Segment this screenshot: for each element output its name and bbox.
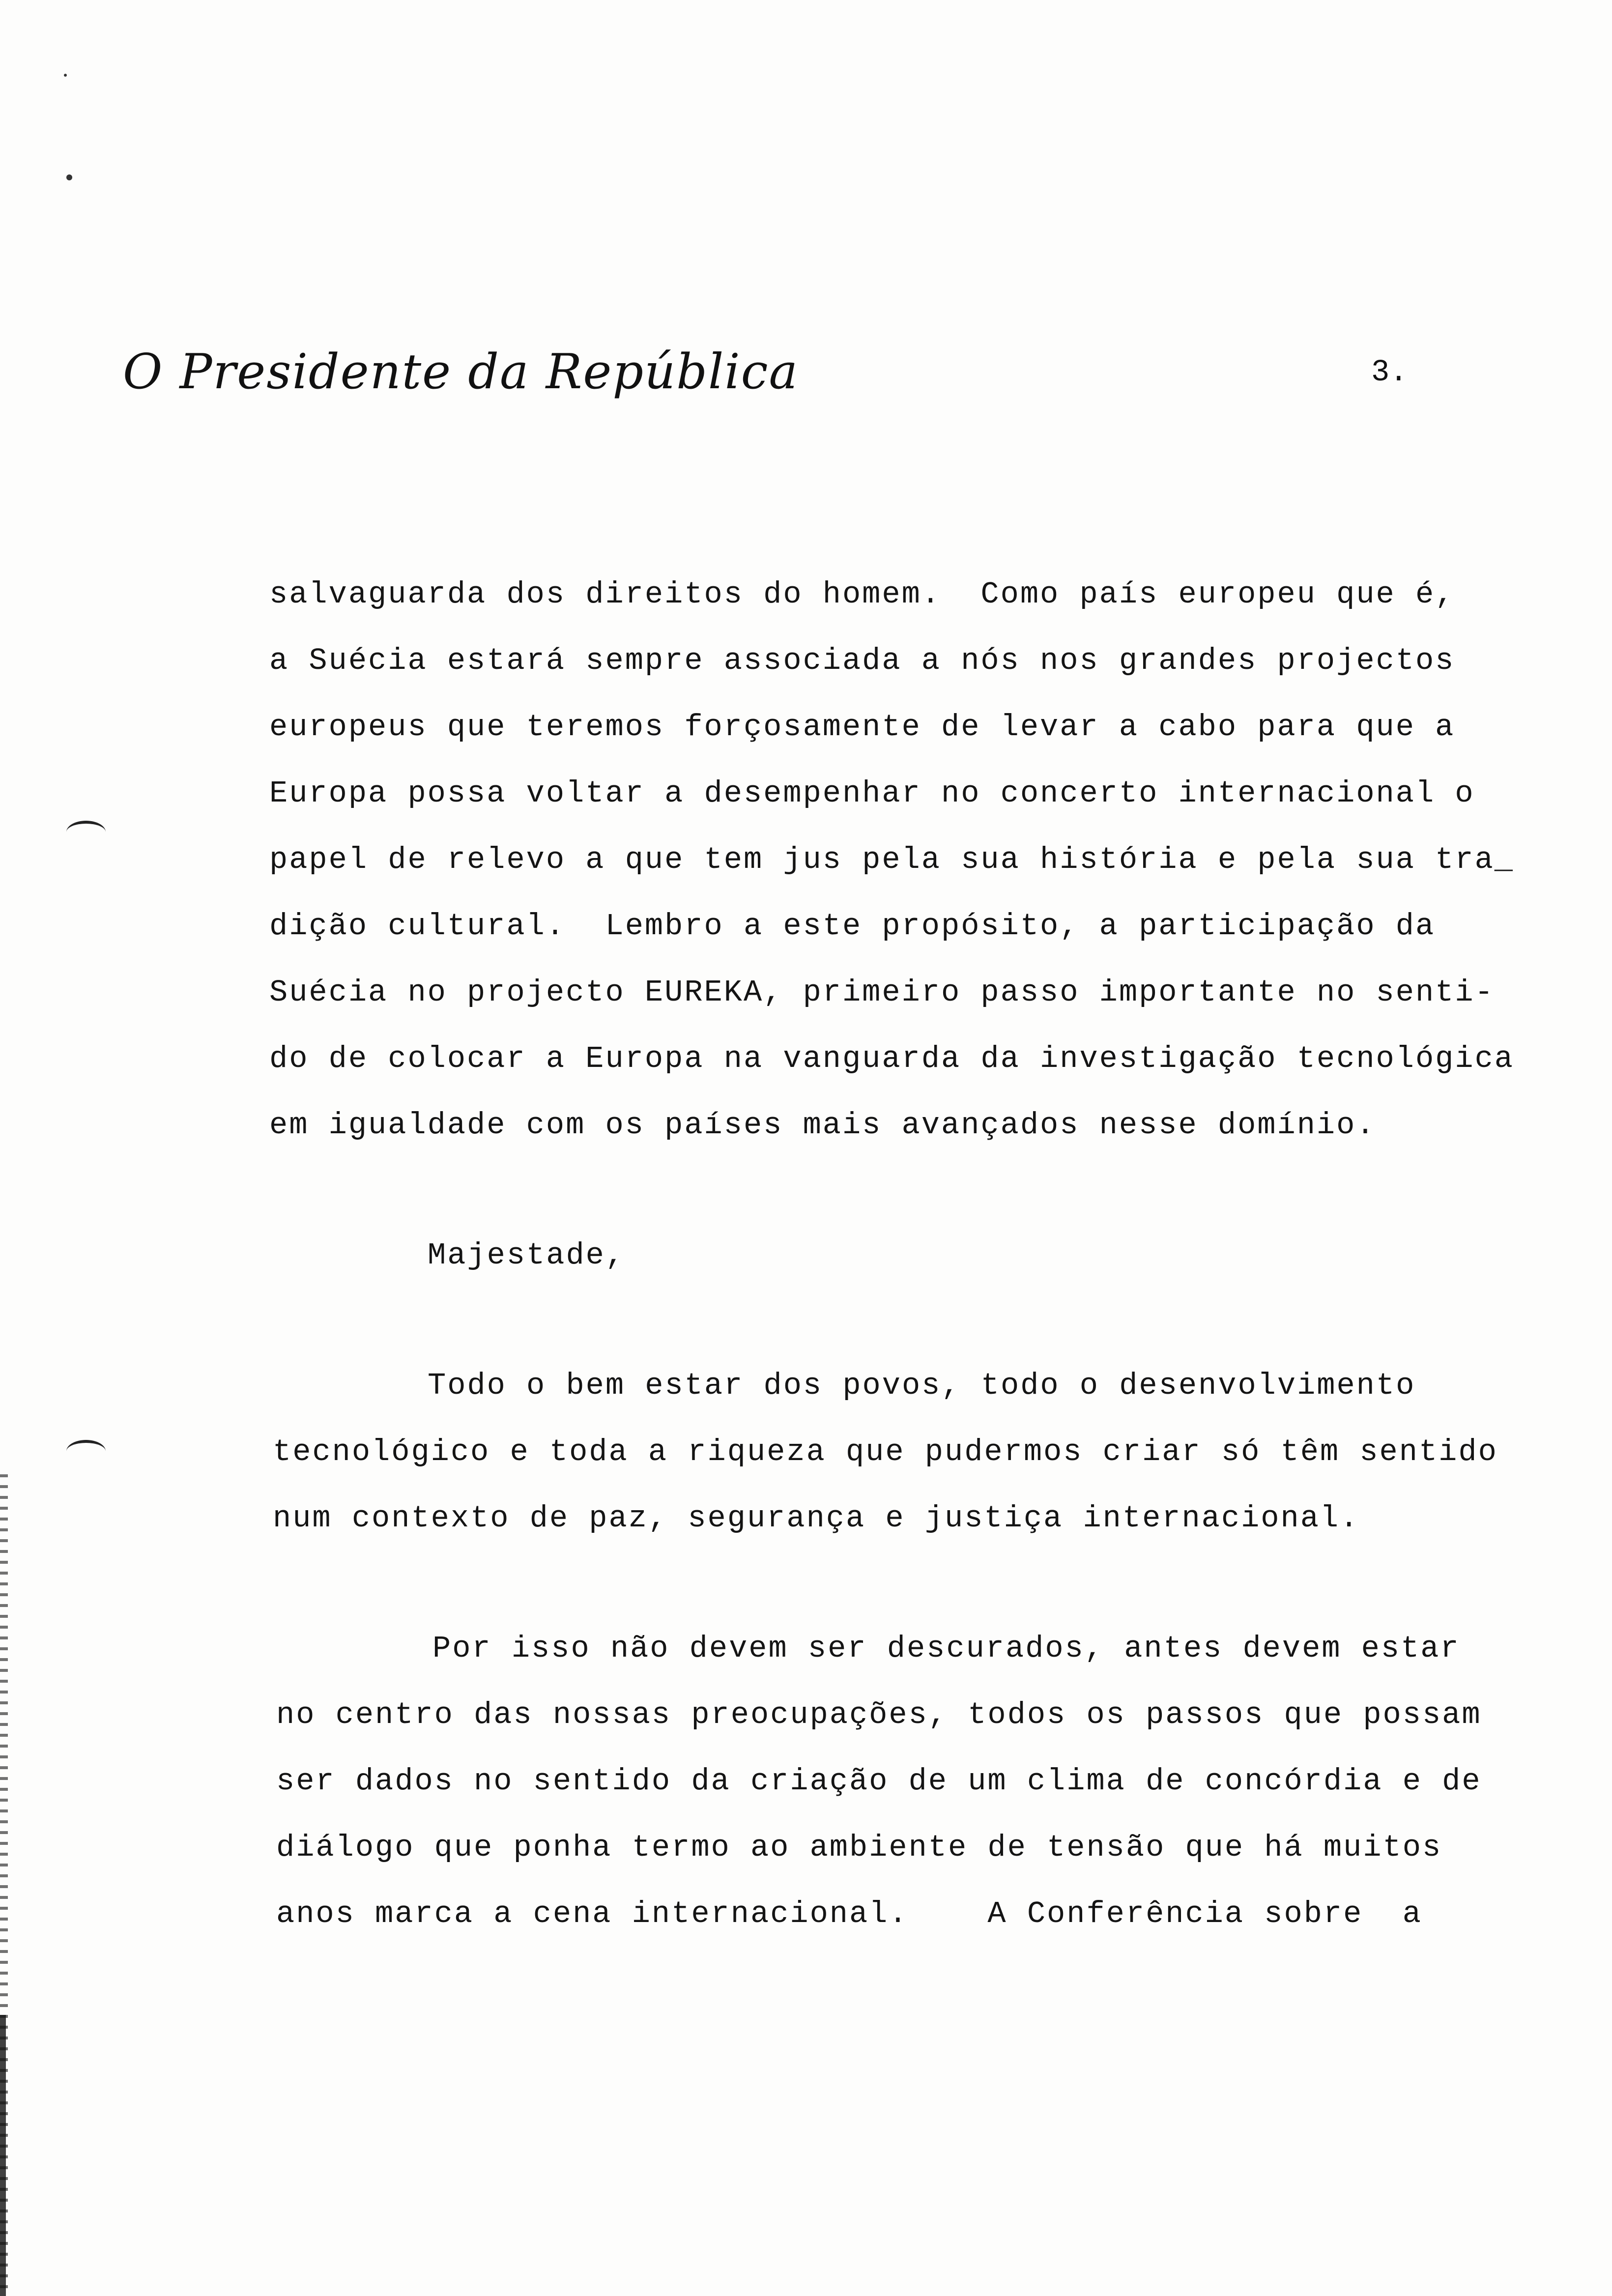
body-line: europeus que teremos forçosamente de levar a cabo para que a: [269, 710, 1455, 745]
body-line: do de colocar a Europa na vanguarda da investigação tecnológica: [269, 1041, 1514, 1076]
body-line: ser dados no sentido da criação de um clima de concórdia e de: [276, 1764, 1482, 1799]
body-line: em igualdade com os países mais avançados nesse domínio.: [269, 1108, 1376, 1143]
body-line: Suécia no projecto EUREKA, primeiro passo importante no senti-: [269, 975, 1495, 1010]
body-line: salvaguarda dos direitos do homem. Como país europeu que é,: [269, 577, 1455, 612]
letterhead-title: O Presidente da República: [123, 344, 799, 400]
body-line: tecnológico e toda a riqueza que pudermos criar só têm sentido: [273, 1435, 1498, 1469]
body-line: no centro das nossas preocupações, todos os passos que possam: [276, 1697, 1482, 1732]
page-number: 3.: [1371, 355, 1408, 390]
body-line: Por isso não devem ser descurados, antes devem estar: [432, 1631, 1460, 1666]
salutation: Majestade,: [428, 1238, 626, 1273]
body-line: anos marca a cena internacional. A Conferência sobre a: [276, 1896, 1422, 1931]
body-line: Europa possa voltar a desempenhar no concerto internacional o: [269, 776, 1475, 811]
body-line: diálogo que ponha termo ao ambiente de tensão que há muitos: [276, 1830, 1442, 1865]
body-line: a Suécia estará sempre associada a nós nos grandes projectos: [269, 643, 1455, 678]
body-line: papel de relevo a que tem jus pela sua história e pela sua tra_: [269, 842, 1514, 877]
body-line: num contexto de paz, segurança e justiça internacional.: [273, 1501, 1360, 1536]
body-line: Todo o bem estar dos povos, todo o desenvolvimento: [428, 1368, 1416, 1403]
body-line: dição cultural. Lembro a este propósito, a participação da: [269, 909, 1436, 944]
